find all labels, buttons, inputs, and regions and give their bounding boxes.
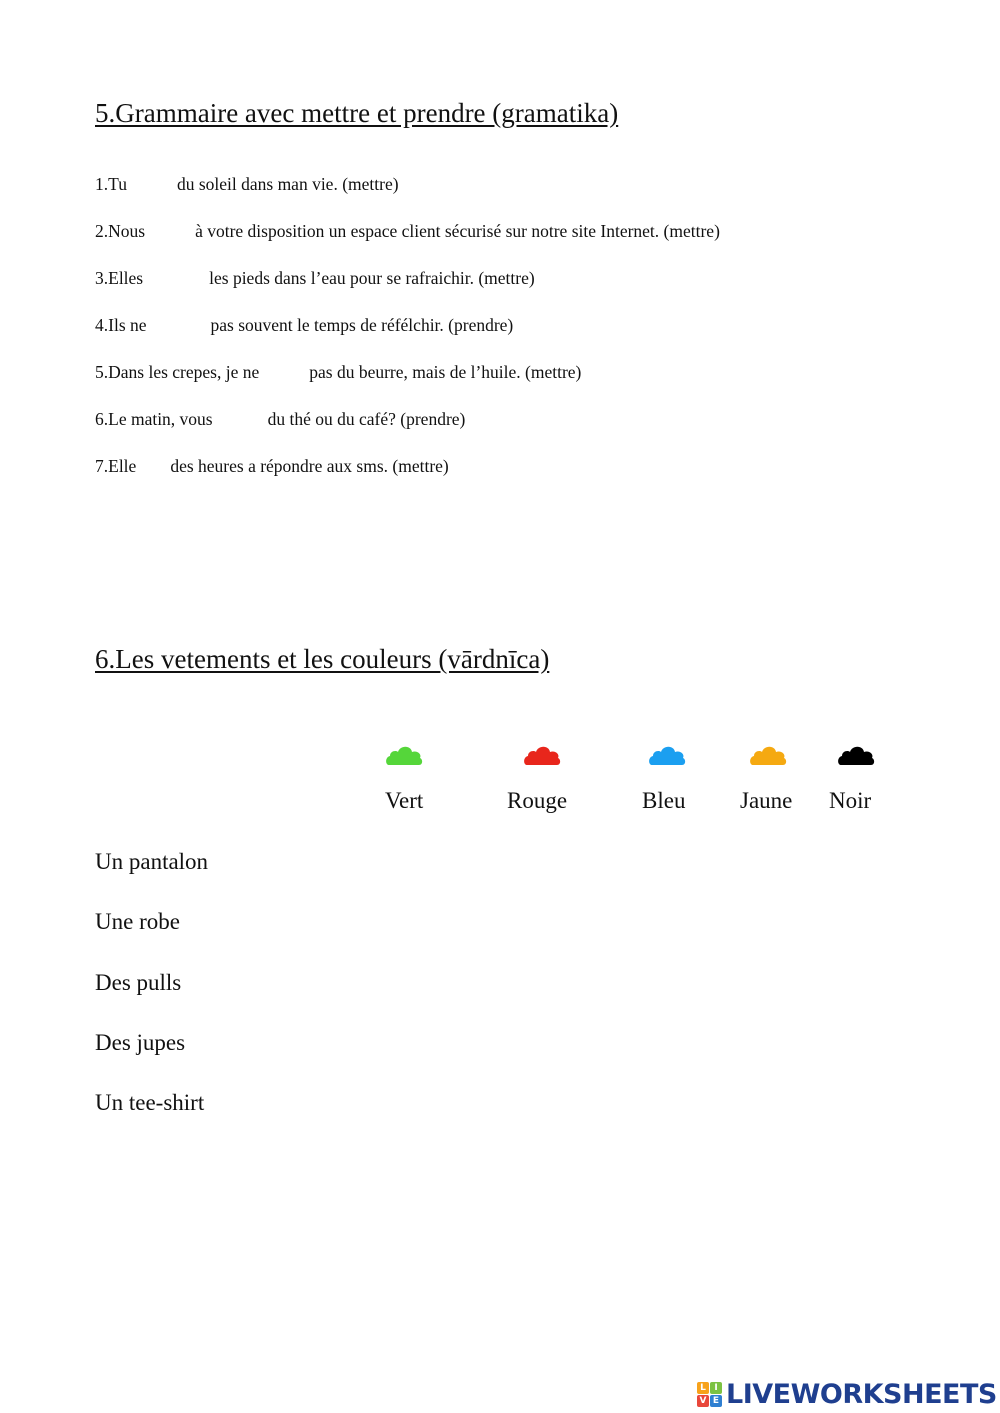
clothing-item[interactable]: Un tee-shirt	[95, 1090, 205, 1115]
clothing-item[interactable]: Un pantalon	[95, 849, 209, 874]
liveworksheets-brand-text: LIVEWORKSHEETS	[726, 1378, 997, 1410]
color-label-jaune: Jaune	[740, 788, 793, 813]
color-label-bleu: Bleu	[642, 788, 686, 813]
section-5-title: 5.Grammaire avec mettre et prendre (gramatika)	[95, 98, 619, 128]
logo-letter: E	[710, 1395, 722, 1407]
green-cloud-icon[interactable]	[385, 741, 423, 767]
exercise-2	[95, 221, 720, 242]
exercise-6	[95, 409, 465, 430]
black-cloud-icon[interactable]	[837, 741, 875, 767]
clothing-item[interactable]: Des pulls	[95, 970, 182, 995]
exercise-3-prefix: 3.Elles	[95, 268, 144, 288]
yellow-cloud-icon[interactable]	[749, 741, 787, 767]
exercise-7-suffix: des heures a répondre aux sms. (mettre)	[170, 456, 449, 476]
exercise-5	[95, 362, 581, 383]
exercise-2-prefix: 2.Nous	[95, 221, 146, 241]
exercise-3-suffix: les pieds dans l’eau pour se rafraichir. (mettre)	[209, 268, 535, 288]
logo-letter: L	[697, 1382, 709, 1394]
exercise-3	[95, 268, 535, 289]
clothing-item[interactable]: Des jupes	[95, 1030, 186, 1055]
logo-letter: I	[710, 1382, 722, 1394]
exercise-5-prefix: 5.Dans les crepes, je ne	[95, 362, 260, 382]
color-label-rouge: Rouge	[507, 788, 568, 813]
exercise-2-suffix: à votre disposition un espace client sécurisé sur notre site Internet. (mettre)	[195, 221, 720, 241]
exercise-6-prefix: 6.Le matin, vous	[95, 409, 213, 429]
exercise-7	[95, 456, 449, 477]
exercise-5-suffix: pas du beurre, mais de l’huile. (mettre)	[309, 362, 582, 382]
exercise-1-suffix: du soleil dans man vie. (mettre)	[176, 174, 399, 194]
color-label-vert: Vert	[385, 788, 424, 813]
liveworksheets-logo-icon	[697, 1382, 722, 1407]
exercise-1	[95, 174, 399, 195]
red-cloud-icon[interactable]	[523, 741, 561, 767]
exercise-7-prefix: 7.Elle	[95, 456, 137, 476]
exercise-4	[95, 315, 513, 336]
liveworksheets-logo	[697, 1377, 997, 1411]
exercise-4-prefix: 4.Ils ne	[95, 315, 147, 335]
color-label-noir: Noir	[829, 788, 872, 813]
section-6-title: 6.Les vetements et les couleurs (vārdnīca)	[95, 644, 550, 674]
exercise-6-suffix: du thé ou du café? (prendre)	[267, 409, 466, 429]
logo-letter: V	[697, 1395, 709, 1407]
clothing-item[interactable]: Une robe	[95, 909, 180, 934]
exercise-1-prefix: 1.Tu	[95, 174, 127, 194]
exercise-4-suffix: pas souvent le temps de réfélchir. (prendre)	[210, 315, 514, 335]
blue-cloud-icon[interactable]	[648, 741, 686, 767]
